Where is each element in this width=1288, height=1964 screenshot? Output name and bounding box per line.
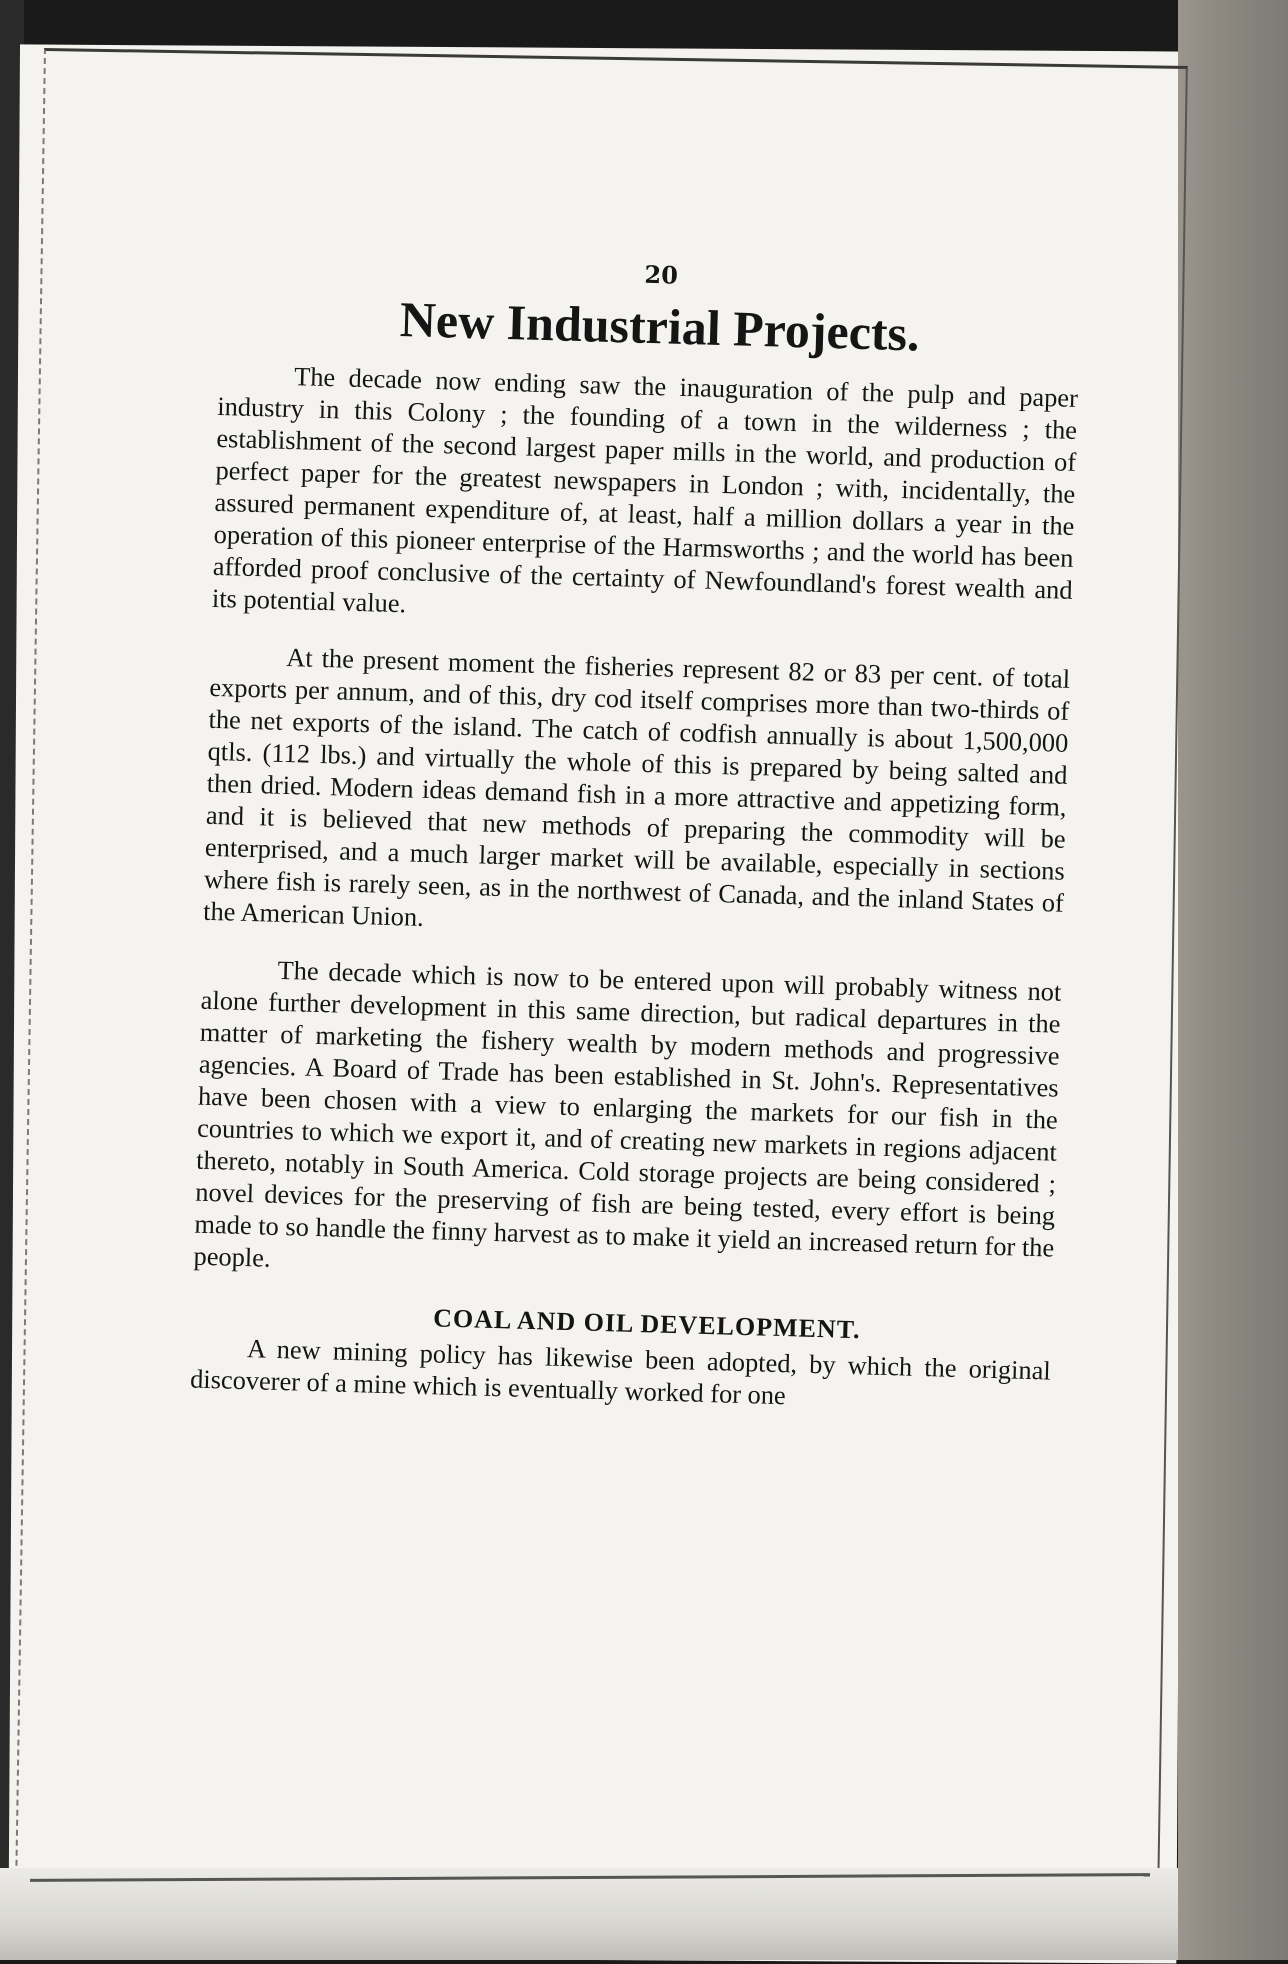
page-content [190, 240, 1082, 1419]
paragraph-mining-policy: A new mining policy has likewise been adopted, by which the original discoverer of a mine which is eventually worked for one [189, 1333, 1052, 1411]
paragraph-next-decade: The decade which is now to be entered upon will probably witness not alone further development in this same direction, but radical departures in the matter of marketing the fishery wealth by modern methods and progressive agencies. A Board of Trade has been established in St. John's. Representatives have been chosen with a view to enlarging the markets for our fish in the countries to which we export it, and of creating new markets in regions adjacent thereto, notably in South America. Cold storage projects are being considered ; novel devices for the preserving of fish are being tested, every effort is being made to so handle the finny harvest as to make it yield an increased return for the people. [193, 954, 1062, 1273]
page-title: New Industrial Projects. [399, 291, 921, 362]
paragraph-pulp-paper: The decade now ending saw the inauguration of the pulp and paper industry in this Colony ; the founding of a town in the wilderness ; the establishment of the second largest paper mills in the world, and production of perfect paper for the greatest newspapers in London ; with, incidentally, the assured permanent expenditure of, at least, half a million dollars a year in the operation of this pioneer enterprise of the Harmsworths ; and the world has been afforded proof conclusive of the certainty of Newfoundland's forest wealth and its potential value. [211, 361, 1079, 619]
scan-bottom-edge [0, 1868, 1178, 1960]
page-number: 20 [644, 259, 679, 290]
scan-right-edge [1178, 0, 1288, 1960]
paragraph-fisheries: At the present moment the fisheries represent 82 or 83 per cent. of total exports per annum, and of this, dry cod itself comprises more than two-thirds of the net exports of the island. The catch of codfish annually is about 1,500,000 qtls. (112 lbs.) and virtually the whole of this is prepared by being salted and then dried. Modern ideas demand fish in a more attractive and appetizing form, and it is believed that new methods of preparing the commodity will be enterprised, and a much larger market will be available, especially in sections where fish is rarely seen, as in the northwest of Canada, and the inland States of the American Union. [202, 641, 1071, 932]
section-heading: COAL AND OIL DEVELOPMENT. [432, 1303, 862, 1345]
